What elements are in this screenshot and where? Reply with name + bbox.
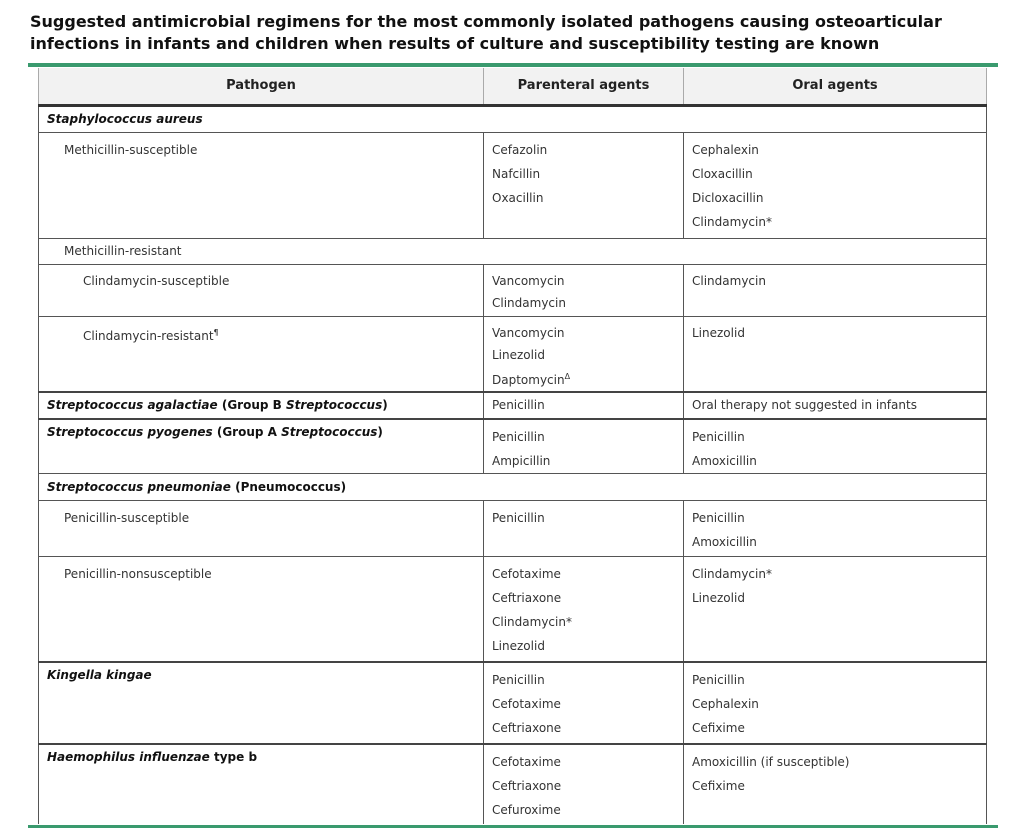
drug: Linezolid	[492, 638, 545, 653]
drug: Cefuroxime	[492, 803, 561, 817]
row-label: Methicillin-resistant	[64, 244, 182, 258]
table-row	[39, 105, 987, 132]
section-spyogenes: Streptococcus pyogenes (Group A Streptococcus)	[47, 424, 383, 439]
drug: Cefotaxime	[492, 566, 561, 581]
drug: Cloxacillin	[692, 166, 753, 181]
drug: Clindamycin*	[492, 614, 572, 629]
drug: Penicillin	[692, 510, 745, 525]
drug: Linezolid	[692, 325, 745, 340]
drug: Oral therapy not suggested in infants	[684, 392, 987, 419]
row-label: Penicillin-susceptible	[64, 510, 190, 525]
table-row	[39, 264, 987, 316]
drug: Amoxicillin (if susceptible)	[692, 755, 850, 769]
row-label: Clindamycin-resistant	[83, 328, 214, 343]
drug: Amoxicillin	[692, 453, 757, 468]
regimen-table	[38, 68, 987, 824]
drug: Clindamycin	[492, 295, 566, 310]
table-row	[39, 500, 987, 556]
row-label: Penicillin-nonsusceptible	[64, 566, 212, 581]
drug: Cefazolin	[492, 142, 548, 157]
table-row	[39, 132, 987, 238]
table-title: Suggested antimicrobial regimens for the most commonly isolated pathogens causing osteoarticular infections in infants and children when results of culture and susceptibility testing are known	[30, 12, 942, 53]
section-saureus: Staphylococcus aureus	[47, 112, 203, 126]
table-row	[39, 238, 987, 264]
table-row	[39, 744, 987, 824]
drug: Ceftriaxone	[492, 721, 562, 735]
table-row	[39, 316, 987, 392]
drug: Vancomycin	[492, 325, 565, 340]
drug: Penicillin	[692, 673, 745, 687]
section-kingella: Kingella kingae	[47, 668, 152, 682]
drug: Dicloxacillin	[692, 190, 764, 205]
drug: Nafcillin	[492, 166, 541, 181]
drug: Cephalexin	[692, 142, 759, 157]
drug: Clindamycin*	[692, 566, 772, 581]
drug: Linezolid	[492, 347, 545, 362]
drug: Cephalexin	[692, 697, 759, 711]
drug: Cefotaxime	[492, 697, 561, 711]
drug: Penicillin	[492, 429, 545, 444]
table-row	[39, 392, 987, 419]
footnote-mark: ¶	[213, 327, 219, 337]
drug: Ampicillin	[492, 453, 551, 468]
row-label: Clindamycin-susceptible	[83, 273, 230, 288]
section-spneumoniae: Streptococcus pneumoniae (Pneumococcus)	[47, 479, 347, 494]
header-oral: Oral agents	[684, 68, 987, 105]
drug: Amoxicillin	[692, 534, 757, 549]
drug: Vancomycin	[492, 273, 565, 288]
table-row	[39, 556, 987, 662]
header-parenteral: Parenteral agents	[484, 68, 684, 105]
section-hib: Haemophilus influenzae type b	[47, 750, 258, 764]
drug: Linezolid	[692, 590, 745, 605]
drug: Ceftriaxone	[492, 779, 562, 793]
drug: Penicillin	[484, 392, 684, 419]
header-pathogen: Pathogen	[39, 68, 484, 105]
drug: Oxacillin	[492, 190, 544, 205]
drug: Daptomycin	[492, 372, 565, 387]
bottom-divider	[28, 825, 998, 828]
drug: Penicillin	[692, 429, 745, 444]
top-divider	[28, 63, 998, 67]
drug: Penicillin	[492, 673, 545, 687]
footnote-mark: Δ	[564, 371, 571, 381]
drug: Ceftriaxone	[492, 590, 562, 605]
drug: Cefotaxime	[492, 755, 561, 769]
header-row	[39, 68, 987, 105]
table-row	[39, 419, 987, 474]
drug: Clindamycin*	[692, 214, 772, 229]
drug: Cefixime	[692, 721, 745, 735]
section-sagalactiae: Streptococcus agalactiae (Group B Streptococcus)	[47, 398, 388, 412]
drug: Cefixime	[692, 779, 745, 793]
drug: Clindamycin	[692, 273, 766, 288]
row-label: Methicillin-susceptible	[64, 142, 198, 157]
table-row	[39, 473, 987, 500]
drug: Penicillin	[492, 510, 545, 525]
table-row	[39, 662, 987, 744]
